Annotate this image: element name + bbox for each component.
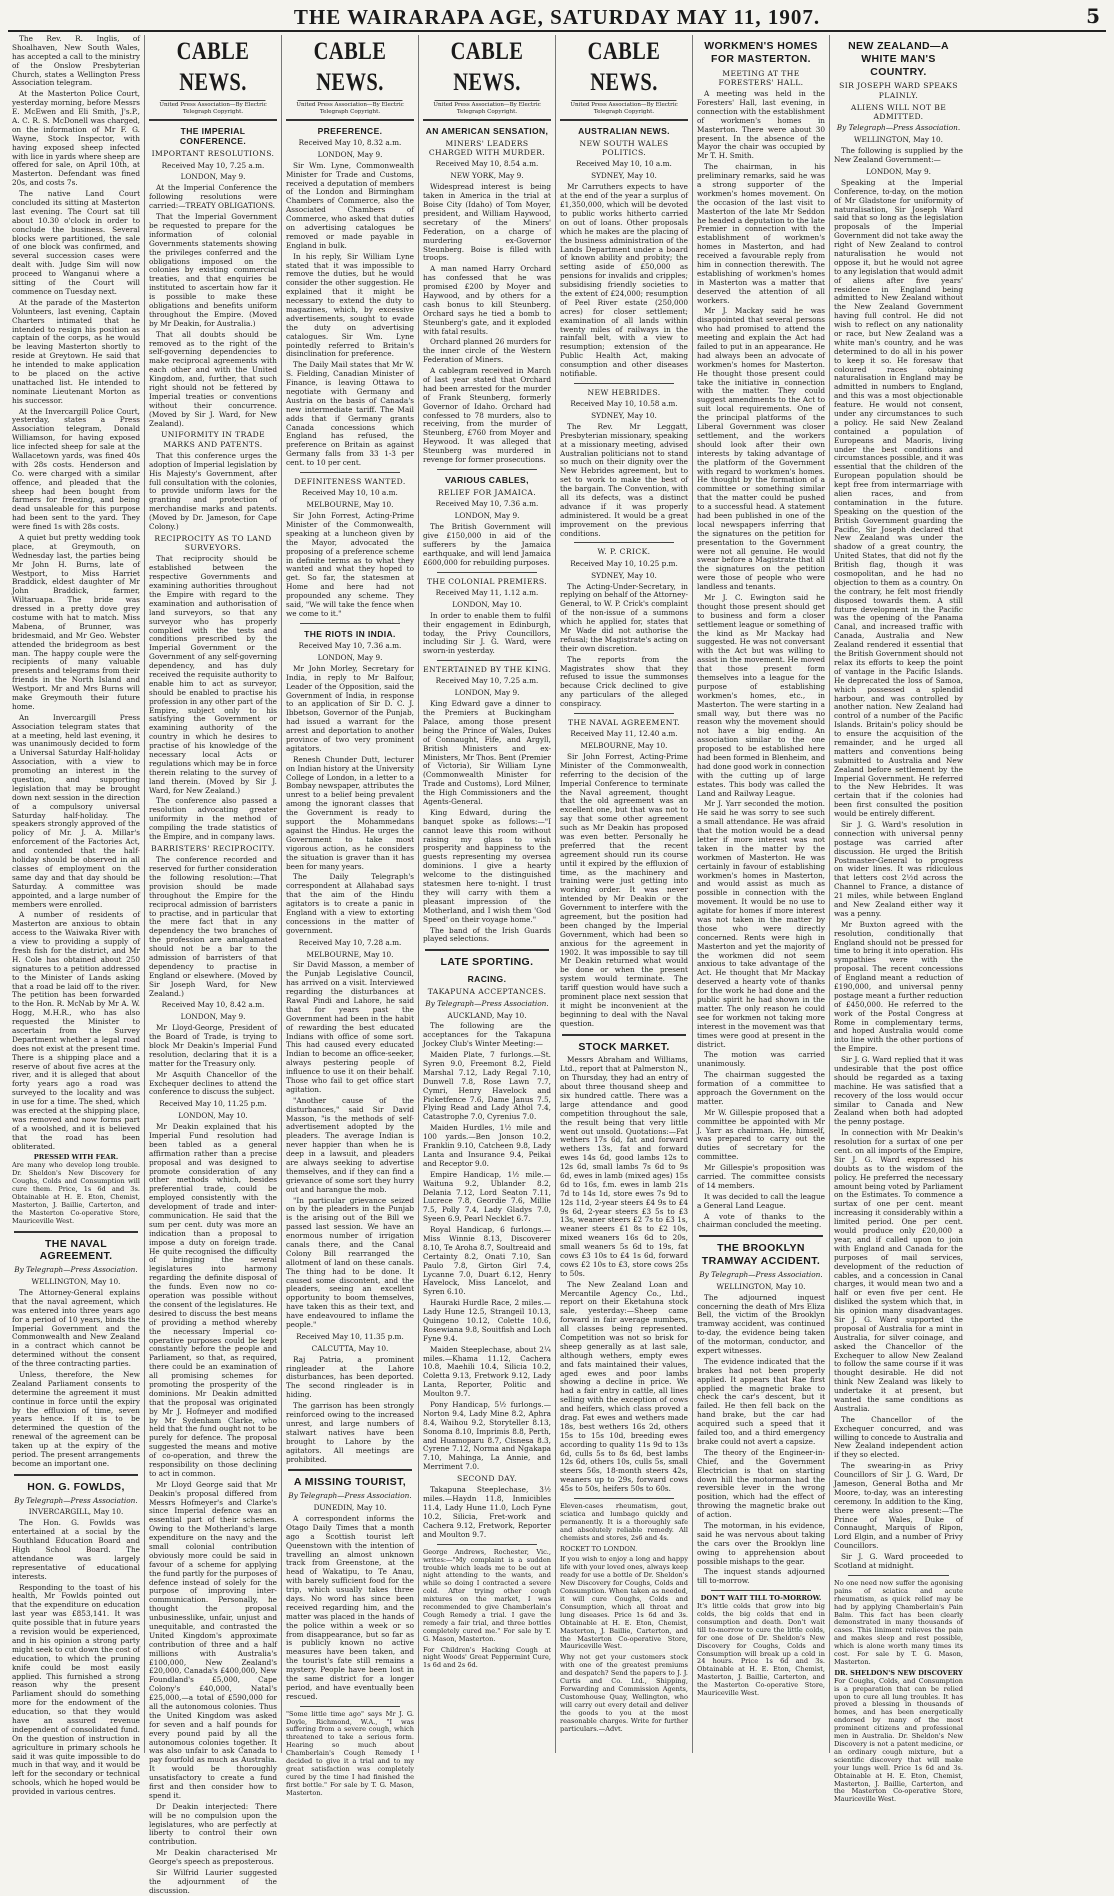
advertisement-text: It's little colds that grow into big colds, the big colds that end in consumption and death. Don't wait till to-morrow to cure the little colds, for one dose of Dr. Sheldon's New Discovery for Coughs, Colds and Consumption will break up a cold in 24 hours. Price 1s 6d and 3s. Obtainable at H. E. Eton, Chemist, Masterton, J. Baillie, Carterton, and the Masterton Co-operative Store, Mauriceville West.	[697, 1602, 825, 1698]
dateline: DUNEDIN, May 10.	[313, 1503, 387, 1513]
article-paragraph: The swearing-in as Privy Councillors of Sir J. G. Ward, Dr Jameson, General Botha and Mr Moore, to-day, was an interesting ceremony. In addition to the King, there were also present:—The Prince of Wales, Duke of Connaught, Marquis of Ripon, Lord Elgin, and a number of Privy Councillors.	[834, 1461, 963, 1551]
article-paragraph: Mr J. C. Ewington said he thought those present should get to business and form a closer settlement league or something of the kind as Mr Mackay had suggested. He was not conversant with the Act but was willing to assist in the movement. He moved that those present form themselves into a league for the purpose of establishing workmen's homes, etc., in Masterton. The were starting in a small way, but there was no reason why the movement should not have a big ending. An association similar to the one proposed to be established here had been formed in Blenheim, and had done good work in connection with the cutting up of large estates. This body was called the Land and Railway League.	[697, 592, 825, 798]
received-line: Received May 10, 8.32 a.m.	[298, 137, 402, 147]
received-line: Received May 10, 7.36 a.m.	[435, 499, 539, 509]
article-paragraph: Responding to the toast of his health, Mr Fowlds pointed out that the expenditure on education last year was £853,141. It was quite possible that in future years a revision would be experienced, and in his opinion a strong party might seek to cut down the cost of education, to which the pruning knife could be most easily applied. This furnished a strong reason why the present Parliament should do something more for the endowment of the education, so that they would have an assured revenue independent of consolidated fund. On the question of instruction in agriculture in primary schools he said it was quite impossible to do much in that way, and it would be left for the secondary or technical schools, which he hoped would be provided in various centres.	[12, 1582, 140, 1797]
byline: By Telegraph—Press Association.	[836, 123, 961, 133]
dateline: MELBOURNE, May 10.	[306, 500, 394, 510]
article-paragraph: Dr Deakin interjected: There will be no compulsion upon the legislatures, who are perfectly at liberty to control their own contribution.	[149, 1801, 277, 1847]
article-paragraph: Pony Handicap, 5½ furlongs.—Norton 9.4, Lady Mine 8.2, Aphra 8.4, Waihou 9.2, Storyteller 8.13, Sonoma 8.10, Imprimis 8.8, Perth, and Huamoparu 8.7, Cisnesa 8.3, Cyrene 7.12, Norma and Ngakapa 7.10, Mahinga, La Annie, and Merriment 7.0.	[423, 1399, 551, 1472]
columns	[8, 34, 1106, 1895]
article-paragraph: That the Imperial Government be requested to prepare for the information of colonial Governments statements showing the privileges conferred and the obligations imposed on the colonies by existing commercial treaties, and that enquiries be instituted to ascertain how far it is possible to make these obligations and benefits uniform throughout the Empire. (Moved by Mr Deakin, for Australia.)	[149, 212, 277, 328]
article-paragraph: Mr J. Yarr seconded the motion. He said he was sorry to see such a small attendance. He was afraid that the motion would be a dead letter if more interest was not taken in the matter by the workmen of Masterton. He was certainly in favour of establishing workmen's homes in Masterton, and would assist as much as possible in connection with the movement. It would be no use to agitate for homes if more interest was not taken in the matter by those who were directly concerned. Rents were high in Masterton and yet the majority of the workmen did not seem anxious to take advantage of the Act. He thought that Mr Mackay deserved a hearty vote of thanks for the work he had done and the public spirit he had shown in the matter. The only reason he could see for workmen not taking more interest in the movement was that times were good at present in the district.	[697, 799, 825, 1049]
subheadline: MINERS' LEADERS CHARGED WITH MURDER.	[428, 138, 546, 158]
article-paragraph: Mr Lloyd-George, President of the Board of Trade, is trying to block Mr Deakin's Imperial Fund resolution, declaring that it is a matter for the Treasury only.	[149, 1023, 277, 1068]
article-paragraph: Mr Buxton agreed with the resolution, conditionally that England should not be pressed for time to bring it into operation. His sympathies were with the proposal. The recent concessions of England meant a reduction of £190,000, and universal penny postage meant a further reduction of £450,000. He referred to the work of the Postal Congress at Rome in complementary terms, and hoped Australia would come into line with the other portions of the Empire.	[834, 919, 963, 1054]
article-paragraph: The inquest stands adjourned till to-morrow.	[697, 1567, 825, 1586]
received-line: Received May 10, 7.28 a.m.	[298, 937, 402, 947]
article-paragraph: That reciprocity should be established between the respective Governments and examining authorities throughout the Empire with regard to the examination and authorisation of land surveyors, so that any surveyor who has properly complied with the tests and conditions prescribed by the Imperial Government or the Government of any self-governing dependency, and has duly received the requisite authority to enable him to act as surveyor, should be enabled to practise his profession in any other part of the Empire, subject only to his satisfying the Government or examining authority of the country in which he desires to practise of his knowledge of the necessary local Acts or regulations which may be in force therein relating to the survey of land therein. (Moved by Sir J. Ward, for New Zealand.)	[149, 554, 277, 795]
advertisement	[834, 1670, 963, 1804]
advertisement: George Andrews, Rochester, Vic., writes:—"My complaint is a sudden trouble which leads me to be out at night attending to the wants, and while so doing I contracted a severe cold. After trying other cough mixtures on the market, I was recommended to give Chamberlain's Cough Remedy a trial. I gave the remedy a fair trial, and three bottles completely cured me." For sale by T. G. Mason, Masterton.	[423, 1547, 551, 1643]
advertisement-title: PRESSED WITH FEAR.	[33, 1153, 119, 1162]
article-paragraph: At the Imperial Conference the following resolutions were carried:—TREATY OBLIGATIONS.	[149, 183, 277, 211]
article-paragraph: Mr J. Mackay said he was disappointed that several persons who had promised to attend the meeting and explain the Act had failed to put in an appearance. He had always been an advocate of workmen's homes for Masterton. He thought those present could take the initiative in connection with the matter. They could suggest amendments to the Act to suit local requirements. One of the principal platforms of the Liberal Government was closer settlement, and the workers should look after their own interests by taking advantage of the platform of the Government with regard to workmen's homes. He thought by the formation of a committee or something similar that the matter could be pushed to a successful head. A statement had been published in one of the local newspapers inferring that the signatures on the petition for presentation to the Government were not all genuine. He would swear before a Magistrate that all the signatures on the petition were those of people who were landless and tenants.	[697, 306, 825, 592]
article-paragraph: Raj Patria, a prominent ringleader at the Lahore disturbances, has been deported. The second ringleader is in hiding.	[286, 1354, 414, 1400]
article-paragraph: Maiden Hurdles, 1½ mile and 100 yards.—Ben Jonson 10.2, Franklin 9.10, Catcheen 9.8, Lady Lanta and Insurance 9.4, Peikai and Receptor 9.0.	[423, 1123, 551, 1168]
column-3	[282, 35, 419, 1797]
divider	[425, 949, 549, 951]
article-paragraph: Mr Deakin characterised Mr George's speech as preposterous.	[149, 1848, 277, 1867]
dateline: WELLINGTON, May 10.	[31, 1277, 121, 1287]
subheadline: BARRISTERS' RECIPROCITY.	[151, 843, 275, 853]
article-paragraph: Mr Gillespie's proposition was carried. The committee consists of 14 members.	[697, 1163, 825, 1190]
divider	[300, 472, 400, 473]
cable-news-credit: United Press Association—By Electric Telegraph Copyright.	[149, 102, 277, 121]
article-paragraph: Renesh Chunder Dutt, lecturer on Indian history at the University College of London, in a letter to a Bombay newspaper, attributes the unrest to a belief being prevalent among the ignorant classes that the Government is ready to support the Mohammedans against the Hindus. He urges the Government to take most vigorous action, as he considers the situation is graver than it has been for many years.	[286, 754, 414, 871]
received-line: Received May 10, 7.36 a.m.	[298, 641, 402, 651]
article-paragraph: The Chancellor of the Exchequer concurred, and was willing to concede to Australia and New Zealand independent action if they so elected.	[834, 1414, 963, 1460]
byline: By Telegraph—Press Association.	[288, 1491, 412, 1501]
received-line: Received May 10, 8.54 a.m.	[435, 159, 539, 169]
byline: By Telegraph—Press Association.	[425, 998, 549, 1008]
column-4	[419, 35, 556, 1753]
headline-stock-market: STOCK MARKET.	[578, 1040, 670, 1053]
received-line: Received May 10, 10.58 a.m.	[570, 399, 678, 409]
divider	[699, 1235, 823, 1237]
article-paragraph: Widespread interest is being taken in America in the trial at Boise City (Idaho) of Tom Moyer, president, and William Haywood, secretary of the Miners' Federation, on a charge of murdering ex-Governor Steunberg. Boise is filled with troops.	[423, 182, 551, 263]
article-paragraph: The Daily Telegraph's correspondent at Allahabad says that the aim of the Hindu agitators is to create a panic in England with a view to extorting concessions in the matter of government.	[286, 872, 414, 935]
dateline: NEW YORK, May 9.	[450, 171, 524, 181]
subheadline: THE COLONIAL PREMIERS.	[426, 576, 548, 586]
dateline: CALCUTTA, May 10.	[311, 1343, 389, 1353]
headline-australian-news: AUSTRALIAN NEWS.	[578, 125, 670, 136]
article-paragraph: Sir David Masson, a member of the Punjab Legislative Council, has arrived on a visit. Interviewed regarding the disturbances at Rawal Pindi and Lahore, he said that for years past the Government had been in the habit of rewarding the best educated Indians with office of some sort. This had caused every educated Indian to become an office-seeker, always pestering people of influence to use it on their behalf. Those who fail to get office start agitation.	[286, 960, 414, 1094]
received-line: Received May 10, 10 a.m.	[302, 488, 398, 498]
article-paragraph: King Edward, during the banquet spoke as follows:—"I cannot leave this room without raising my glass to wish prosperity and happiness to the guests representing my oversea dominions. I give a hearty welcome to the distinguished statesmen here to-night. I trust they will carry with them a pleasant impression of the Motherland, and I wish them 'God Speed' on their voyage home."	[423, 807, 551, 924]
headline-workmens-homes: WORKMEN'S HOMES FOR MASTERTON.	[704, 40, 818, 65]
headline-preference: PREFERENCE.	[317, 125, 383, 136]
subheadline: W. P. CRICK.	[597, 547, 651, 557]
article-paragraph: The adjourned inquest concerning the death of Mrs Eliza Bell, the victim of the Brooklyn tramway accident, was continued to-day, the evidence being taken of the motorman, conductor, and expert witnesses.	[697, 1292, 825, 1356]
article-paragraph: Sir John Forrest, Acting-Prime Minister of the Commonwealth, referring to the decision of the Imperial Conference to terminate the Naval agreement, thought that the old agreement was an excellent one, but that was not to say that some other agreement such as Mr Deakin has proposed was even better. Personally he preferred that the recent agreement should run its course until it expired by the effluxion of time, as the machinery and training were just getting into working order. It was never intended by Mr Deakin or the Government to interfere with the agreement, but the position had been changed by the Imperial Government, which had been so anxious for the agreement in 1902. It was impossible to say till Mr Deakin returned what would be done or when the present system would terminate. The tariff question would have such a prominent place next session that it might be inconvenient at the beginning to deal with the Naval question.	[560, 752, 688, 1028]
headline-riots-india: THE RIOTS IN INDIA.	[304, 628, 396, 639]
headline-naval-agreement: THE NAVAL AGREEMENT.	[39, 1237, 113, 1263]
article-paragraph: Sir John Forrest, Acting-Prime Minister of the Commonwealth, speaking at a luncheon given by the Mayor, advocated the proposing of a preference scheme in definite terms as to what they wanted and what they hoped to get. So far, the statesmen at Home and here had not propounded any scheme. They said, "We will take the fence when we come to it."	[286, 511, 414, 618]
dateline: SYDNEY, May 10.	[591, 570, 657, 580]
byline: By Telegraph—Press Association.	[14, 1495, 138, 1505]
article-paragraph: The motion was carried unanimously.	[697, 1050, 825, 1069]
article-paragraph: A cablegram received in March of last year stated that Orchard had been arrested for the murder of Frank Steunberg, formerly Governor of Idaho. Orchard had confessed to 78 murders, also to receiving, from the murder of Steunberg, £760 from Moyer and Heywood. It was alleged that Steunberg was murdered in revenge for former prosecutions.	[423, 366, 551, 464]
divider	[14, 1231, 138, 1233]
headline-fowlds: HON. G. FOWLDS,	[27, 1480, 125, 1493]
article-paragraph: The Daily Mail states that Mr W. S. Fielding, Canadian Minister of Finance, is leaving Ottawa to negotiate with Germany and Austria on the basis of Canada's new intermediate tariff. The Mail adds that if Germany grants Canada concessions which England has refused, the preference on Britain as against Germany falls from 33 1-3 per cent. to 10 per cent.	[286, 360, 414, 468]
article-paragraph: Orchard planned 26 murders for the inner circle of the Western Federation of Miners.	[423, 337, 551, 365]
dateline: LONDON, May 10.	[452, 599, 522, 609]
article-paragraph: The Rev. R. Inglis, of Shoalhaven, New South Wales, has accepted a call to the ministry of the Onslow Presbyterian Church, states a Wellington Press Association telegram.	[12, 34, 140, 88]
dateline: LONDON, May 9.	[866, 166, 931, 176]
divider	[574, 542, 674, 543]
article-paragraph: At the parade of the Masterton Volunteers, last evening, Captain Charters intimated that he intended to resign his position as captain of the corps, as he would be leaving Masterton shortly to reside at Greytown. He said that he intended to make application to be placed on the active unattached list. He intended to nominate Lieutenant Morton as his successor.	[12, 297, 140, 405]
article-paragraph: The following are the acceptances for the Takapuna Jockey Club's Winter Meeting:—	[423, 1021, 551, 1049]
article-paragraph: King Edward gave a dinner to the Premiers at Buckingham Palace, among those present being the Prince of Wales, Dukes of Connaught, Fife, and Argyll, British Ministers and ex-Ministers, Mr Thos. Bent (Premier of Victoria), Sir William Lyne (Commonwealth Minister for Trade and Customs), Lord Milner, the High Commissioners and the Agents-General.	[423, 699, 551, 807]
article-paragraph: An Invercargill Press Association telegram states that at a meeting, held last evening, it was unanimously decided to form a Universal Saturday Half-holiday Association, with a view to promoting an interest in the question, and supporting legislation that may be brought down next session in the direction of a compulsory universal Saturday half-holiday. The speakers strongly approved of the policy of Mr. J. A. Millar's enforcement of the Factories Act, and contended that the half-holiday should be observed in all classes of employment on the same day and that day should be Saturday. A committee was appointed, and a large number of members were enrolled.	[12, 712, 140, 909]
article-paragraph: The conference also passed a resolution advocating greater uniformity in the method of compiling the trade statistics of the Empire, and in company laws.	[149, 796, 277, 842]
cable-news-heading: CABLE NEWS.	[161, 37, 266, 101]
article-paragraph: Sir J. G. Ward replied that it was undesirable that the post office should be regarded as a taxing machine. He was satisfied that a recovery of the loss would occur similar to Canada and New Zealand when both had adopted the penny postage.	[834, 1055, 963, 1127]
dateline: LONDON, May 9.	[454, 511, 520, 521]
column-5	[556, 35, 693, 1753]
article-paragraph: The garrison has been strongly reinforced owing to the increased unrest, and large numbers of stalwart natives have been brought to Lahore by the agitators. All meetings are prohibited.	[286, 1401, 414, 1464]
article-paragraph: A meeting was held in the Foresters' Hall, last evening, in connection with the establishment of workmen's homes in Masterton. There were about 30 present. In the absence of the Mayor the chair was occupied by Mr T. H. Smith.	[697, 89, 825, 161]
divider	[300, 1706, 400, 1707]
dateline: LONDON, May 9.	[180, 172, 246, 182]
dateline: LONDON, May 9.	[180, 1012, 246, 1022]
article-paragraph: The evidence indicated that the brakes had not been properly applied. It appears that Rae first applied the magnetic brake to check the car's descent, but it failed. He then fell back on the hand brake, but the car had acquired such a speed that it failed too, and a third emergency brake could not avert a capsize.	[697, 1356, 825, 1446]
article-paragraph: That all doubts should be removed as to the right of the self-governing dependencies to make reciprocal agreements with each other and with the United Kingdom, and, further, that such right should not be fettered by Imperial treaties or conventions without their concurrence. (Moved by Sir J. Ward, for New Zealand).	[149, 329, 277, 428]
divider	[14, 1474, 138, 1476]
advertisement-text: Are many who develop long trouble. Dr. Sheldon's New Discovery for Coughs, Colds and Consumption will cure them. Price, 1s 6d and 3s. Obtainable at H. E. Eton, Chemist, Masterton, J. Baillie, Carterton, and the Masterton Co-operative Store, Mauriceville West.	[12, 1161, 140, 1225]
subheadline: RACING.	[467, 974, 507, 985]
article-paragraph: Maiden Steeplechase, about 2¼ miles.—Khama 11.12, Cachera 10.8, Maehili 10.4, Silicia 10.2, Coletta 9.13, Fretwork 9.12, Lady Lanta, Reporter, Politic and Moulton 9.7.	[423, 1344, 551, 1399]
subheadline: DEFINITENESS WANTED.	[294, 477, 406, 487]
masthead	[8, 4, 1106, 32]
divider	[848, 1575, 949, 1576]
advertisement: If you wish to enjoy a long and happy life with your loved ones, always keep ready for use a bottle of Dr. Sheldon's New Discovery for Coughs, Colds and Consumption. When taken as needed, it will cure Coughs, Colds and Consumption, which all throat and lung diseases. Price 1s 6d and 3s. Obtainable at H. E. Eton, Chemist, Masterton, J. Baillie, Carterton, and the Masterton Co-operative Store, Mauriceville West.	[560, 1555, 688, 1651]
article-paragraph: That this conference urges the adoption of Imperial legislation by His Majesty's Government, after full consultation with the colonies, to provide uniform laws for the granting and protection of merchandise marks and patents. (Moved by Dr. Jameson, for Cape Colony.)	[149, 450, 277, 532]
article-paragraph: Mr John Morley, Secretary for India, in reply to Mr Balfour, Leader of the Opposition, said the Government of India, in response to an application of Sir D. C. J. Ibbetson, Governor of the Punjab, had issued a warrant for the arrest and deportation to another province of two very prominent agitators.	[286, 663, 414, 753]
advertisement	[12, 1154, 140, 1225]
divider	[288, 1469, 412, 1471]
article-paragraph: Hauraki Hurdle Race, 2 miles.—Lady Hune 12.5, Strangeil 10.13, Quingeno 10.12, Colette 10.6, Rosewiana 9.8, Souitfish and Loch Fyne 9.4.	[423, 1298, 551, 1343]
headline-missing-tourist: A MISSING TOURIST,	[293, 1476, 407, 1489]
dateline: LONDON, May 9.	[317, 149, 383, 159]
subheadline: RELIEF FOR JAMAICA.	[437, 488, 537, 498]
article-paragraph: A quiet but pretty wedding took place, at Greymouth, on Wednesday last, the parties being Mr John H. Burns, late of Westport, to Miss Harriet Braddick, eldest daughter of Mr John Braddick, farmer, Wiltaruapa. The bride was dressed in a pretty dove grey costume with hat to match. Miss Mabena, of Brunner, was bridesmaid, and Mr Geo. Webster attended the bridegroom as best man. The happy couple were the recipients of many valuable presents and telegrams from their friends in the North Island and Westport. Mr and Mrs Burns will make Greymouth their future home.	[12, 532, 140, 711]
column-1	[8, 34, 145, 1797]
received-line: Received May 11, 1.12 a.m.	[435, 587, 539, 597]
article-paragraph: Sir J. G. Ward's resolution in connection with universal penny postage was carried after discussion. He urged the British Postmaster-General to progress on wider lines. It was ridiculous that letters cost 2½d across the Channel to France, a distance of 21 miles, while between England and New Zealand either way it was a penny.	[834, 819, 963, 918]
dateline: WELLINGTON, May 10.	[716, 1281, 806, 1291]
article-paragraph: Mr Carruthers expects to have at the end of the year a surplus of £1,350,000, which will be devoted to public works hitherto carried on out of loans. Other proposals which he makes are the placing of the business administration of the Lands Department under a board of known ability and probity; the setting aside of £50,000 as pensions for invalids and cripples; subsidising friendly societies to the extent of £24,000; resumption of Peel River estate (250,000 acres) for closer settlement; examination of all lands within twenty miles of railways in the rainfall belt, with a view to resumption; extension of the Public Health Act, making consumption and other diseases notifiable.	[560, 182, 688, 378]
divider	[300, 623, 400, 624]
subheadline: TAKAPUNA ACCEPTANCES.	[427, 987, 547, 997]
article-paragraph: Maiden Plate, 7 furlongs.—St. Syren 9.0, Freemont 8.2, Field Marshal 7.12, Lady Regal 7.10, Dunwell 7.8, Rose Lawn 7.7, Cymri, Henry Havelock and Picketfence 7.6, Dame Janus 7.5, Flying Read and Lady Athol 7.4, Catastrophe 7.0, Cyrenius 7.0.	[423, 1050, 551, 1122]
divider	[437, 660, 537, 661]
divider	[437, 572, 537, 573]
headline-various-cables: VARIOUS CABLES,	[445, 474, 529, 485]
column-6	[693, 35, 830, 1753]
divider	[574, 383, 674, 384]
headline-late-sporting: LATE SPORTING.	[440, 956, 534, 969]
divider	[711, 1590, 811, 1591]
article-paragraph: Mr Lloyd George said that Mr Deakin's proposal differed from Messrs Hofmeyer's and Clarke's since Imperial defence was an essential part of their schemes. Owing to the Motherland's large expenditure on the navy and the small colonial contribution obviously more could be said in favour of a scheme for applying the fund partly for the purposes of defence instead of solely for the purpose of improving inter-communication. Personally, he thought the proposal unbusinesslike, unfair, unjust and unequitable, and contrasted the United Kingdom's approximate contribution of three and a half millions with Australia's £100,000, New Zealand's £20,000, Canada's £400,000, New Foundland's £5,000, Cape Colony's £40,000, Natal's £25,000,—a total of £590,000 for all the autonomous colonies. Thus the United Kingdom was asked for seven and a half pounds for every pound paid by all the autonomous colonies together. It was also unfair to ask Canada to pay fourfold as much as Australia. It would be thoroughly unsatisfactory to create a fund first and then consider how to spend it.	[149, 1479, 277, 1800]
byline: By Telegraph—Press Association.	[699, 1269, 823, 1279]
article-paragraph: The Rev. Mr Leggatt, Presbyterian missionary, speaking at a missionary meeting, advised Australian politicians not to stand so much on their dignity over the New Hebrides agreement, but to set to work to make the best of the bargain. The Convention, with all its defects, was a distinct advance if it was properly administered. It would be a great improvement on the previous conditions.	[560, 421, 688, 538]
received-line: Received May 10, 10.25 p.m.	[570, 558, 678, 568]
article-paragraph: The native Land Court concluded its sitting at Masterton last evening. The Court sat till about 10.30 o'clock in order to conclude the business. Several blocks were partitioned, the sale of one block was confirmed, and several succession cases were dealt with. Judge Sim will now proceed to Wanganui where a sitting of the Court will commence on Tuesday next.	[12, 189, 140, 296]
subheadline: ENTERTAINED BY THE KING.	[423, 665, 551, 675]
dateline: WELLINGTON, May 10.	[854, 135, 943, 145]
article-paragraph: At the Invercargill Police Court, yesterday, states a Press Association telegram, Donald Williamson, for having exposed lice infected sheep for sale at the Wallacetown yards, was fined 40s with 28s costs. Henderson and Co. were charged with a similar offence, and pleaded that the sheep had been bought from farmers for freezing, and being dead unsaleable for this purpose had been sent to the yard. They were fined 1s with 28s costs.	[12, 406, 140, 532]
received-line: Received May 11, 12.40 a.m.	[570, 729, 678, 739]
advertisement-title: DR. SHELDON'S NEW DISCOVERY	[834, 1668, 963, 1677]
article-paragraph: The conference recorded and reserved for further consideration the following resolution:—That provision should be made throughout the Empire for the reciprocal admission of barristers to practise, and in particular that the mere fact that in any dependency the two branches of the profession are amalgamated should not be a bar to the admission of barristers of that dependency to practise in England or elsewhere. (Moved by Sir Joseph Ward, for New Zealand.)	[149, 855, 277, 998]
article-paragraph: The Attorney-General explains that the naval agreement, which was entered into three years ago for a period of 10 years, binds the Imperial Government and the Commonwealth and New Zealand in a contract which cannot be determined without the consent of the three contracting parties.	[12, 1287, 140, 1369]
subheadline: SIR JOSEPH WARD SPEAKS PLAINLY.	[839, 81, 958, 100]
article-paragraph: Mr Asquith Chancellor of the Exchequer declines to attend the conference to discuss the subject.	[149, 1069, 277, 1097]
article-paragraph: Sir J. G. Ward proceeded to Scotland at midnight.	[834, 1552, 963, 1570]
advertisement	[697, 1595, 825, 1698]
article-paragraph: The motorman, in his evidence, said he was nervous about taking the cars over the Brooklyn line owing to apprehension about possible mishaps to the gear.	[697, 1520, 825, 1566]
dateline: INVERCARGILL, May 10.	[28, 1507, 124, 1517]
article-paragraph: "Another cause of the disturbances," said Sir David Masson, "is the methods of self-advertisement adopted by the pleaders. The average Indian is never happier than when he is deep in a lawsuit, and pleaders are always seeking to advertise themselves, and if they can find a grievance of some sort they hurry out and harangue the mob.	[286, 1095, 414, 1194]
received-line: Received May 10, 11.25 p.m.	[159, 1099, 267, 1109]
article-paragraph: It was decided to call the league a General Land League.	[697, 1191, 825, 1210]
advertisement-title: ROCKET TO LONDON.	[560, 1544, 638, 1553]
byline: By Telegraph—Press Association.	[14, 1265, 138, 1275]
advertisement-title: DON'T WAIT TILL TO-MORROW.	[700, 1594, 822, 1603]
dateline: MELBOURNE, May 10.	[580, 741, 668, 751]
article-paragraph: Messrs Abraham and Williams, Ltd., report that at Palmerston N., on Thursday, they had an entry of about three thousand sheep and six hundred cattle. There was a large attendance and good competition throughout the sale, the result being that very little went out unsold. Quotations:—Fat wethers 17s 6d, fat and forward wethers 13s, fat and forward ewes 14s 6d, good lambs 12s to 12s 6d, small lambs 7s 6d to 9s 6d, ewes in lamb (mixed ages) 15s 6d to 16s, f.m. ewes in lamb 21s 7d to 14s 1d, store ewes 7s 9d to 12s 11d, 2-year steers £4 9s to £4 9s 6d, 2-year steers £3 5s to £3 13s, weaner steers £2 7s to £3 1s, weaner steers £1 8s to £2 10s, mixed weaners 16s 6d to 20s, small weaners 5s 6d to 19s, fat cows £3 10s to £4 1s 6d, forward cows £2 10s to £3, store cows 25s to 50s.	[560, 1055, 688, 1278]
column-2	[145, 35, 282, 1895]
article-paragraph: A vote of thanks to the chairman concluded the meeting.	[697, 1211, 825, 1230]
advertisement: "Some little time ago" says Mr J. G. Doyle, Richmond, W.A., "I was suffering from a severe cough, which threatened to take a serious form. Hearing so much about Chamberlain's Cough Remedy I decided to give it a trial and to my great satisfaction was completely cured by the time I had finished the first bottle." For sale by T. G. Mason, Masterton.	[286, 1709, 414, 1797]
headline-brooklyn-tramway: THE BROOKLYN TRAMWAY ACCIDENT.	[701, 1242, 821, 1268]
advertisement-text: For Coughs, Colds, and Consumption is a preparation that can be relied upon to cure all lung troubles. It has proved a blessing in thousands of homes, and has been energetically endorsed by many of the most prominent citizens and professional men in Australia. Dr. Sheldon's New Discovery is not a patent medicine, or an ordinary cough mixture, but a scientific discovery that will make your lungs well. Price 1s 6d and 3s. Obtainable at H. E. Eton, Chemist, Masterton, J. Baillie, Carterton, and the Masterton Co-operative Store, Mauriceville West.	[834, 1676, 963, 1804]
dateline: AUCKLAND, May 10.	[447, 1010, 527, 1020]
article-paragraph: Unless, therefore, the New Zealand Parliament consents to determine the agreement it must continue in force until the expiry by the effluxion of time, seven years hence. If it is to be determined the question of the renewal of the agreement can be taken up at the expiry of the period. The present arrangements become an important one.	[12, 1369, 140, 1468]
divider	[437, 1544, 537, 1545]
article-paragraph: In his reply, Sir William Lyne stated that it was impossible to remove the duties, but he would consider the other suggestion. He explained that it might be necessary to extend the duty to magazines, which, by excessive advertisements, sought to evade the duty on advertising catalogues. Sir Wm. Lyne pointedly referred to Britain's disinclination for preference.	[286, 251, 414, 359]
headline-imperial-conference: THE IMPERIAL CONFERENCE.	[179, 125, 247, 146]
dateline: SYDNEY, May 10.	[591, 411, 657, 420]
divider	[437, 469, 537, 470]
received-line: Received May 10, 7.25 a.m.	[161, 160, 265, 170]
cable-news-credit: United Press Association—By Electric Telegraph Copyright.	[286, 102, 414, 121]
subheadline: UNIFORMITY IN TRADE MARKS AND PATENTS.	[160, 430, 266, 449]
advertisement: For Children's Hacking Cough at night Woods' Great Peppermint Cure, 1s 6d and 2s 6d.	[423, 1645, 551, 1670]
cable-news-heading: CABLE NEWS.	[572, 37, 677, 101]
subheadline: IMPORTANT RESOLUTIONS.	[151, 149, 275, 159]
article-paragraph: The band of the Irish Guards played selections.	[423, 925, 551, 944]
article-paragraph: Mr Deakin explained that his Imperial Fund resolution had been tabled as a general affirmation rather than a precise proposal and was designed to promote consideration of any other methods which, besides preferential trade, could be employed consistently with the development of trade and inter-communication. He said that the sum per cent. duty was more an indication than a proposal to impose a duty on foreign trade. He quite recognised the difficulty of bringing the several legislatures into harmony regarding the definite disposal of the funds. Even now no co-operation was possible without the consent of the legislatures. He desired to discuss the best means of providing a method whereby the necessary Imperial co-operative purposes could be kept constantly before the people and Parliament, so that, as required, there could be an examination of all promising schemes for promoting the prosperity of the dominions. Mr Deakin admitted that the proposal was originated by Mr J. Hofmeyer and modified by Mr Sydenham Clarke, who held that the fund ought not to be purely for defence. The proposal suggested the means and motive of co-operation, and threw the responsibility on those declining to act in common.	[149, 1122, 277, 1478]
article-paragraph: Takapuna Steeplechase, 3½ miles.—Haydn 11.8, Inmicibles 11.4, Lady Hune 11.0, Loch Fyne 10.2, Silicia, Fret-work and Cachera 9.12, Fretwork, Reporter and Moulton 9.7.	[423, 1485, 551, 1539]
subheadline: ALIENS WILL NOT BE ADMITTED.	[850, 102, 947, 122]
article-paragraph: The New Zealand Loan and Mercantile Agency Co., Ltd., report on their Eketahuna stock sale, yesterday:—Sheep came forward in fair average numbers, all classes being represented. Competition was not so brisk for sheep generally as at last sale, although wethers, empty ewes and fats maintained their values, aged ewes and poor lambs showing a decline in price. We had a fair entry in cattle, all lines selling with the exception of cows and heifers, which class proved a drag. Fat ewes and wethers made 18s, best wethers 16s 2d, others 15s to 15s 10d, breeding ewes according to quality 11s 9d to 13s 6d, culls 5s to 8s 6d, best lambs 12s 6d, others 10s, culls 5s, small steers 56s, 18-month steers 42s, weaners up to 29s, forward cows 45s to 50s, heifers 50s to 60s.	[560, 1279, 688, 1494]
divider	[562, 1034, 686, 1036]
article-paragraph: Sir Wilfrid Laurier suggested the adjournment of the discussion.	[149, 1868, 277, 1895]
article-paragraph: In order to enable them to fulfil their engagement in Edinburgh, today, the Privy Councillors, including Sir J. G. Ward, were sworn-in yesterday.	[423, 610, 551, 656]
dateline: MELBOURNE, May 10.	[306, 949, 394, 959]
subheadline: NEW SOUTH WALES POLITICS.	[579, 138, 669, 158]
article-paragraph: The following is supplied by the New Zealand Government:—	[834, 146, 963, 165]
page-number: 5	[1086, 4, 1100, 28]
article-paragraph: A man named Harry Orchard has confessed that he was promised £200 by Moyer and Haywood, and by others for a cash bonus to kill Steunberg. Orchard says he tied a bomb to Steunberg's gate, and it exploded with fatal results.	[423, 264, 551, 336]
cable-news-heading: CABLE NEWS.	[435, 37, 540, 101]
article-paragraph: Mr W. Gillespie proposed that a committee be appointed with Mr J. Yarr as chairman. He, himself, was prepared to carry out the duties of secretary for the committee.	[697, 1107, 825, 1162]
divider	[574, 713, 674, 714]
divider	[574, 1498, 674, 1499]
article-paragraph: "In particular grievance seized on by the pleaders in the Punjab is the arising out of the Bill we passed last session. We have an enormous number of irrigation canals there, and the Canal Colony Bill rearranged the allotment of land on these canals. The thing had to be done. It caused some discontent, and the pleaders, seeing an excellent opportunity to boom themselves, have taken this as their text, and have endeavoured to inflame the people."	[286, 1195, 414, 1330]
headline-american-sensation: AN AMERICAN SENSATION,	[425, 125, 549, 136]
subheadline: RECIPROCITY AS TO LAND SURVEYORS.	[154, 533, 272, 553]
subheadline: SECOND DAY.	[456, 1474, 518, 1484]
received-line: Received May 10, 11.35 p.m.	[296, 1331, 404, 1341]
advertisement: No one need now suffer the agonising pains of sciatica and acute rheumatism, as quick relief may be had by applying Chamberlain's Pain Balm. This fact has been clearly demonstrated in many thousands of cases. This liniment relieves the pain and makes sleep and rest possible, which is alone worth many times its cost. For sale by T. G. Mason, Masterton.	[834, 1578, 963, 1666]
subheadline: THE NAVAL AGREEMENT.	[568, 717, 680, 727]
column-7	[830, 35, 967, 1804]
article-paragraph: The reports from the Magistrates show that they refused to issue the summonses because Crick declined to give any particulars of the alleged conspiracy.	[560, 654, 688, 709]
article-paragraph: Sir Wm. Lyne, Commonwealth Minister for Trade and Customs, received a deputation of members of the London and Birmingham Chambers of Commerce, also the Associated Chambers of Commerce, who asked that duties on advertising catalogues be removed or made payable in England in bulk.	[286, 160, 414, 250]
advertisement: Eleven-cases rheumatism, gout, sciatica and lumbago quickly and permanently. It is a thoroughly safe and absolutely reliable remedy. All chemists and stores, 2s6 and 4s.	[560, 1502, 688, 1542]
article-paragraph: A correspondent informs the Otago Daily Times that a month ago a Scottish tourist left Queenstown with the intention of travelling an almost unknown track from Greenstone, at the head of Wakatipu, to Te Anau, with barely sufficient food for the trip, which usually takes three days. No word has since been received regarding him, and the matter was placed in the hands of the police within a week or so from disappearance, but so far as is publicly known no active measures have been taken, and the tourist's fate still remains a mystery. People have been lost in the same district for a longer period, and have eventually been rescued.	[286, 1513, 414, 1701]
received-line: Received May 10, 8.42 a.m.	[161, 1000, 265, 1010]
article-paragraph: Royal Handicap, 6 furlongs.—Miss Winnie 8.13, Discoverer 8.10, Te Aroha 8.7, Soultreaid and Certainty 8.2, Onati 7.10, San Paulo 7.8, Girton Girl 7.4, Lycanne 7.0, Duart 6.12, Henry Havelock, Miss Lancelot, and Syren 6.10.	[423, 1225, 551, 1297]
article-paragraph: The Hon. G. Fowlds was entertained at a social by the Southland Education Board and High School Board. The attendance was largely representative of educational interests.	[12, 1518, 140, 1581]
article-paragraph: The British Government will give £150,000 in aid of the sufferers by the Jamaica earthquake, and will lend Jamaica £600,000 for rebuilding purposes.	[423, 522, 551, 567]
dateline: LONDON, May 9.	[454, 688, 520, 698]
subheadline: NEW HEBRIDES.	[587, 387, 661, 397]
advertisement: Why not get your customers stock with one of the greatest premiums and despatch? Send the papers to J. J. Curtis and Co. Ltd., Shipping, Forwarding and Commission Agents, Customhouse Quay, Wellington, who will carry out every detail and deliver the goods to you at the most reasonable charges. Write for further particulars.—Advt.	[560, 1653, 688, 1733]
headline-white-mans-country: NEW ZEALAND—A WHITE MAN'S COUNTRY.	[848, 40, 949, 78]
received-line: Received May 10, 7.25 a.m.	[435, 676, 539, 686]
article-paragraph: A number of residents of Masterton are anxious to obtain access to the Waiwaka River with a view to providing a supply of fresh fish for the district, and Mr H. Cole has obtained about 250 signatures to a petition addressed to the Minister of Lands asking that a road be laid off to the river. The petition has been forwarded to the Hon. R. McNab by Mr A. W. Hogg, M.H.R., who has also requested the Minister to ascertain from the Survey Department whether a legal road does not exist at the present time. There is a shipping place and a reserve of about five acres at the river, and it is alleged that about forty years ago a road was surveyed to the locality and was in use for a time. The shed, which was erected at the shipping place, was removed and now forms part of a woolshed, and it is believed that the road has been obliterated.	[12, 910, 140, 1151]
article-paragraph: The theory of the Engineer-in-Chief, and the Government Electrician is that on starting down hill the motorman had the reversible lever in the wrong position, which had the effect of throwing the magnetic brake out of action.	[697, 1447, 825, 1520]
dateline: SYDNEY, May 10.	[591, 171, 657, 181]
cable-news-credit: United Press Association—By Electric Telegraph Copyright.	[423, 102, 551, 121]
article-paragraph: Speaking at the Imperial Conference, to-day, on the motion of Mr Gladstone for uniformity of naturalisation, Sir Joseph Ward said that so long as the legislation proposals of the Imperial Government did not take away the right of New Zealand to control naturalisation he would not oppose it, but he would not agree to any legislation that would admit of aliens after five years' residence in England being admitted to New Zealand without the New Zealand Government having full control. He did not wish to reflect on any nationality or race, but New Zealand was a white man's country, and he was determined to do all in his power to keep it so. He foresaw that coloured races obtaining naturalisation in England may be admitted in numbers to England, and this was a most objectionable feature. He would not consent, under any circumstances to such a policy. He said New Zealand contained a population of Europeans and Maoris, living under the best conditions and circumstances possible, and it was essential that the children of the European population should be kept free from intermarriage with alien races, and from contamination in the future. Speaking on the question of the British Government guarding the Pacific, Sir Joseph declared that New Zealand was under the shadow of a great country, the United States, that did not fly the British flag, though it was cosmopolitan, and he had no objection to them as a country. On the contrary, he felt most friendly disposed towards them. A still future development in the Pacific was the opening of the Panama Canal, and increased traffic with Canada, Australia and New Zealand rendered it essential that the British Government should not relax its efforts to keep the point of vantage in the Pacific Islands. He deprecated the loss of Samoa, which possessed a splendid harbour, and was controlled by another nation. New Zealand had control of a number of the Pacific Islands. Britain's policy should be to ensure the acquisition of the remainder, and he urged all matters and conventions being submitted to Australia and New Zealand before settlement by the Imperial Government. He referred to the New Hebrides. It was certain that if the colonies had been first consulted the position would be entirely different.	[834, 177, 964, 819]
article-paragraph: The Acting-Under-Secretary, in replying on behalf of the Attorney-General, to W. P. Crick's complaint of the non-issue of a summons which he applied for, states that Mr Wade did not authorise the refusal; the Magistrate's acting on their own discretion.	[560, 581, 688, 653]
dateline: LONDON, May 10.	[178, 1111, 248, 1121]
received-line: Received May 10, 10 a.m.	[576, 159, 672, 169]
article-paragraph: Empire Handicap, 1½ mile.—Waituna 9.2, Ublander 8.2, Delania 7.12, Lord Seaton 7.11, Lucrece 7.8, Geordie 7.6, Millie 7.5, Polly 7.4, Lady Gladys 7.0, Syeen 6.9, Pearl Necklet 6.7.	[423, 1169, 551, 1224]
article-paragraph: In connection with Mr Deakin's resolution for a surtax of one per cent. on all imports of the Empire, Sir J. G. Ward expressed his doubts as to the wisdom of the policy. He preferred the necessary amount being voted by Parliament on the Estimates. To commence a surtax of one per cent. meant increasing it considerably within a limited period. One per cent. would produce only £20,000 a year, and if called upon to join with England and Canada for the purposes of mail services, development of the reduction of cables, and a concession in Canal charges, it would mean two and a half or even five per cent. He disliked the system which that, in his opinion many disadvantages. Sir J. G. Ward supported the proposal of Australia for a mint in Australia, for silver coinage, and asked the Chancellor of the Exchequer to allow New Zealand to follow the same course if it was thought desirable. He did not think New Zealand was likely to undertake it at present, but wanted the same conditions as Australia.	[834, 1128, 963, 1413]
subheadline: MEETING AT THE FORESTERS' HALL.	[718, 68, 804, 87]
dateline: LONDON, May 9.	[317, 653, 383, 663]
article-paragraph: At the Masterton Police Court, yesterday morning, before Messrs E. McEwen and Eli Smith, J's.P., A. C. R. S. McDonell was charged, on the information of Mr F. G. Wayne, Stock Inspector, with having exposed sheep infected with lice in yards where sheep are offered for sale, on April 10th, at Masterton. Defendant was fined 20s, and costs 7s.	[12, 89, 140, 188]
article-paragraph: The chairman, in his preliminary remarks, said he was a strong supporter of the workmen's homes movement. On the occasion of the last visit to Masterton of the late Mr Seddon he headed a deputation to the late Premier in connection with the establishment of workmen's homes in Masterton, and had received a favourable reply from him in connection therewith. The establishing of workmen's homes in Masterton was a matter that deserved the attention of all workers.	[697, 162, 825, 305]
cable-news-heading: CABLE NEWS.	[298, 37, 403, 101]
article-paragraph: The chairman suggested the formation of a committee to approach the Government on the matter.	[697, 1070, 825, 1106]
cable-news-credit: United Press Association—By Electric Telegraph Copyright.	[560, 102, 688, 121]
masthead-title: THE WAIRARAPA AGE, SATURDAY MAY 11, 1907.	[293, 5, 821, 29]
